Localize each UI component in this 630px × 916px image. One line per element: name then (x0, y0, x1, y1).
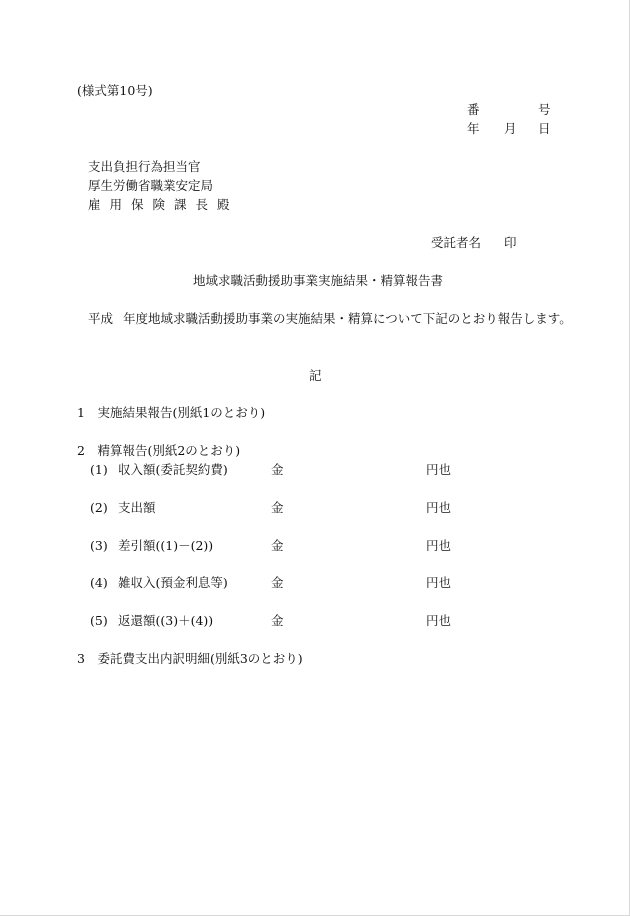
row-kin: 金 (271, 613, 284, 628)
row-number: (5) (90, 613, 108, 628)
row-label: 支出額 (118, 500, 156, 515)
addressee-line-3: 雇用保険課長殿 (88, 197, 239, 212)
row-number: (1) (90, 462, 108, 477)
consignee-label: 受託者名 (431, 235, 482, 250)
row-number: (4) (90, 575, 108, 590)
intro-text: 年度地域求職活動援助事業の実施結果・精算について下記のとおり報告します。 (123, 311, 572, 326)
addressee-line-2: 厚生労働省職業安定局 (88, 178, 214, 193)
row-unit: 円也 (426, 500, 452, 515)
row-number: (2) (90, 500, 108, 515)
ki-heading: 記 (309, 368, 322, 383)
row-unit: 円也 (426, 462, 452, 477)
row-label: 収入額(委託契約費) (118, 462, 228, 477)
row-number: (3) (90, 538, 108, 553)
form-number: (様式第10号) (77, 83, 153, 98)
row-unit: 円也 (426, 538, 452, 553)
row-unit: 円也 (426, 613, 452, 628)
section-2: 2 精算報告(別紙2のとおり) (77, 443, 241, 458)
number-label-ban: 番 (467, 102, 480, 117)
row-label: 差引額((1)－(2)) (118, 538, 214, 553)
row-kin: 金 (271, 575, 284, 590)
row-kin: 金 (271, 500, 284, 515)
addressee-line-1: 支出負担行為担当官 (88, 159, 201, 174)
intro-era: 平成 (88, 311, 114, 326)
row-kin: 金 (271, 462, 284, 477)
section-1: 1 実施結果報告(別紙1のとおり) (77, 405, 266, 420)
section-3: 3 委託費支出内訳明細(別紙3のとおり) (77, 651, 303, 666)
document-title: 地域求職活動援助事業実施結果・精算報告書 (193, 273, 444, 288)
row-kin: 金 (271, 538, 284, 553)
date-month: 月 (504, 121, 517, 136)
seal-mark: 印 (504, 235, 517, 250)
row-unit: 円也 (426, 575, 452, 590)
row-label: 返還額((3)＋(4)) (118, 613, 214, 628)
number-label-go: 号 (538, 102, 551, 117)
row-label: 雑収入(預金利息等) (118, 575, 228, 590)
date-year: 年 (467, 121, 480, 136)
date-day: 日 (538, 121, 551, 136)
